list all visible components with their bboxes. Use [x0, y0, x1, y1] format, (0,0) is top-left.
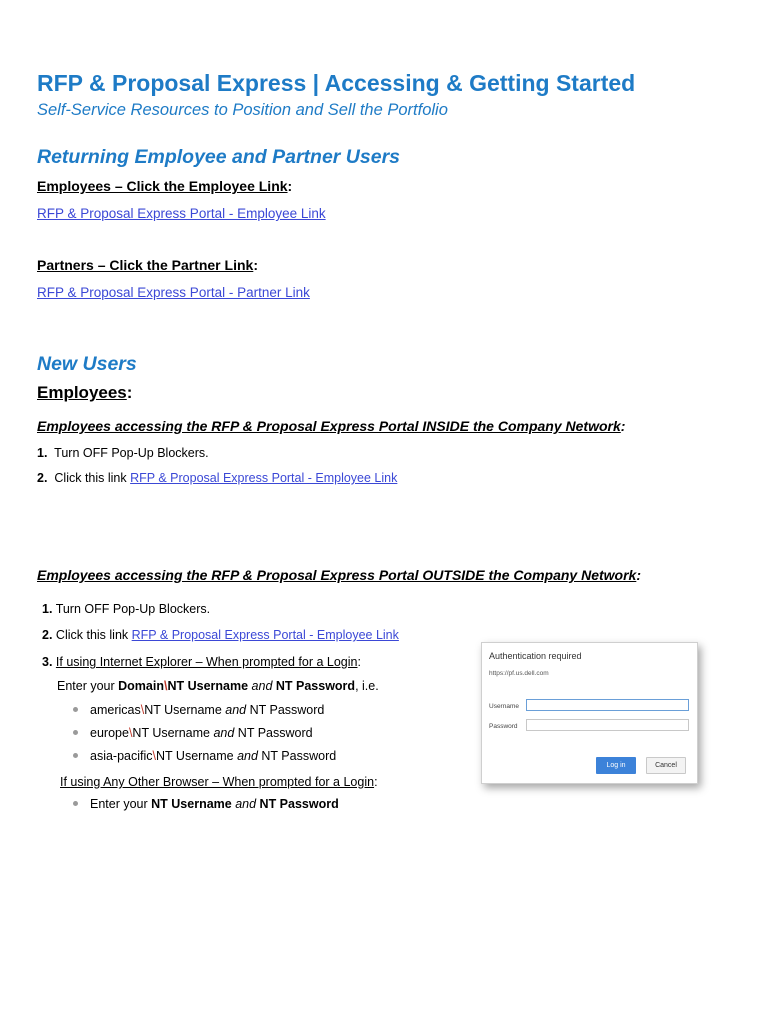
page-subtitle: Self-Service Resources to Position and Sell the Portfolio	[37, 101, 448, 119]
example-asia-pacific: asia-pacific\NT Username and NT Password	[73, 749, 336, 763]
returning-partners-text: Partners – Click the Partner Link	[37, 257, 254, 273]
example-europe: europe\NT Username and NT Password	[73, 726, 313, 740]
enter-credentials-instruction: Enter your Domain\NT Username and NT Password, i.e.	[57, 679, 379, 693]
other-browser-instruction: If using Any Other Browser – When prompted for a Login:	[60, 775, 378, 789]
username-input[interactable]	[526, 699, 689, 711]
inside-step-1: 1. Turn OFF Pop-Up Blockers.	[37, 446, 209, 460]
outside-step-1: 1. Turn OFF Pop-Up Blockers.	[42, 602, 211, 616]
inside-step-2: 2. Click this link RFP & Proposal Express Portal - Employee Link	[37, 471, 398, 485]
outside-step-2: 2. Click this link RFP & Proposal Express Portal - Employee Link	[42, 628, 399, 642]
login-button[interactable]: Log in	[596, 757, 636, 774]
password-label: Password	[489, 723, 518, 730]
auth-dialog-title: Authentication required	[489, 651, 582, 661]
bullet-icon	[73, 730, 78, 735]
inside-network-heading: Employees accessing the RFP & Proposal Express Portal INSIDE the Company Network:	[37, 418, 626, 434]
outside-step-3: 3. If using Internet Explorer – When prompted for a Login:	[42, 655, 361, 669]
cancel-button[interactable]: Cancel	[646, 757, 686, 774]
password-input[interactable]	[526, 719, 689, 731]
new-users-employees-label: Employees:	[37, 383, 133, 402]
bullet-icon	[73, 707, 78, 712]
bullet-icon	[73, 753, 78, 758]
auth-dialog	[481, 642, 698, 784]
returning-employees-text: Employees – Click the Employee Link	[37, 178, 288, 194]
bullet-icon	[73, 801, 78, 806]
inside-employee-link[interactable]: RFP & Proposal Express Portal - Employee Link	[130, 471, 398, 485]
returning-partner-link[interactable]: RFP & Proposal Express Portal - Partner Link	[37, 285, 310, 300]
outside-employee-link[interactable]: RFP & Proposal Express Portal - Employee Link	[131, 628, 399, 642]
new-users-heading: New Users	[37, 353, 137, 375]
returning-partners-label: Partners – Click the Partner Link:	[37, 257, 258, 273]
example-americas: americas\NT Username and NT Password	[73, 703, 324, 717]
returning-employee-link[interactable]: RFP & Proposal Express Portal - Employee Link	[37, 206, 326, 221]
other-browser-credentials: Enter your NT Username and NT Password	[73, 797, 339, 811]
outside-network-heading: Employees accessing the RFP & Proposal Express Portal OUTSIDE the Company Network:	[37, 567, 641, 583]
username-label: Username	[489, 703, 519, 710]
returning-employees-label: Employees – Click the Employee Link:	[37, 178, 293, 194]
returning-users-heading: Returning Employee and Partner Users	[37, 146, 401, 168]
page-title: RFP & Proposal Express | Accessing & Getting Started	[37, 70, 636, 96]
auth-dialog-url: https://pf.us.dell.com	[489, 670, 549, 677]
